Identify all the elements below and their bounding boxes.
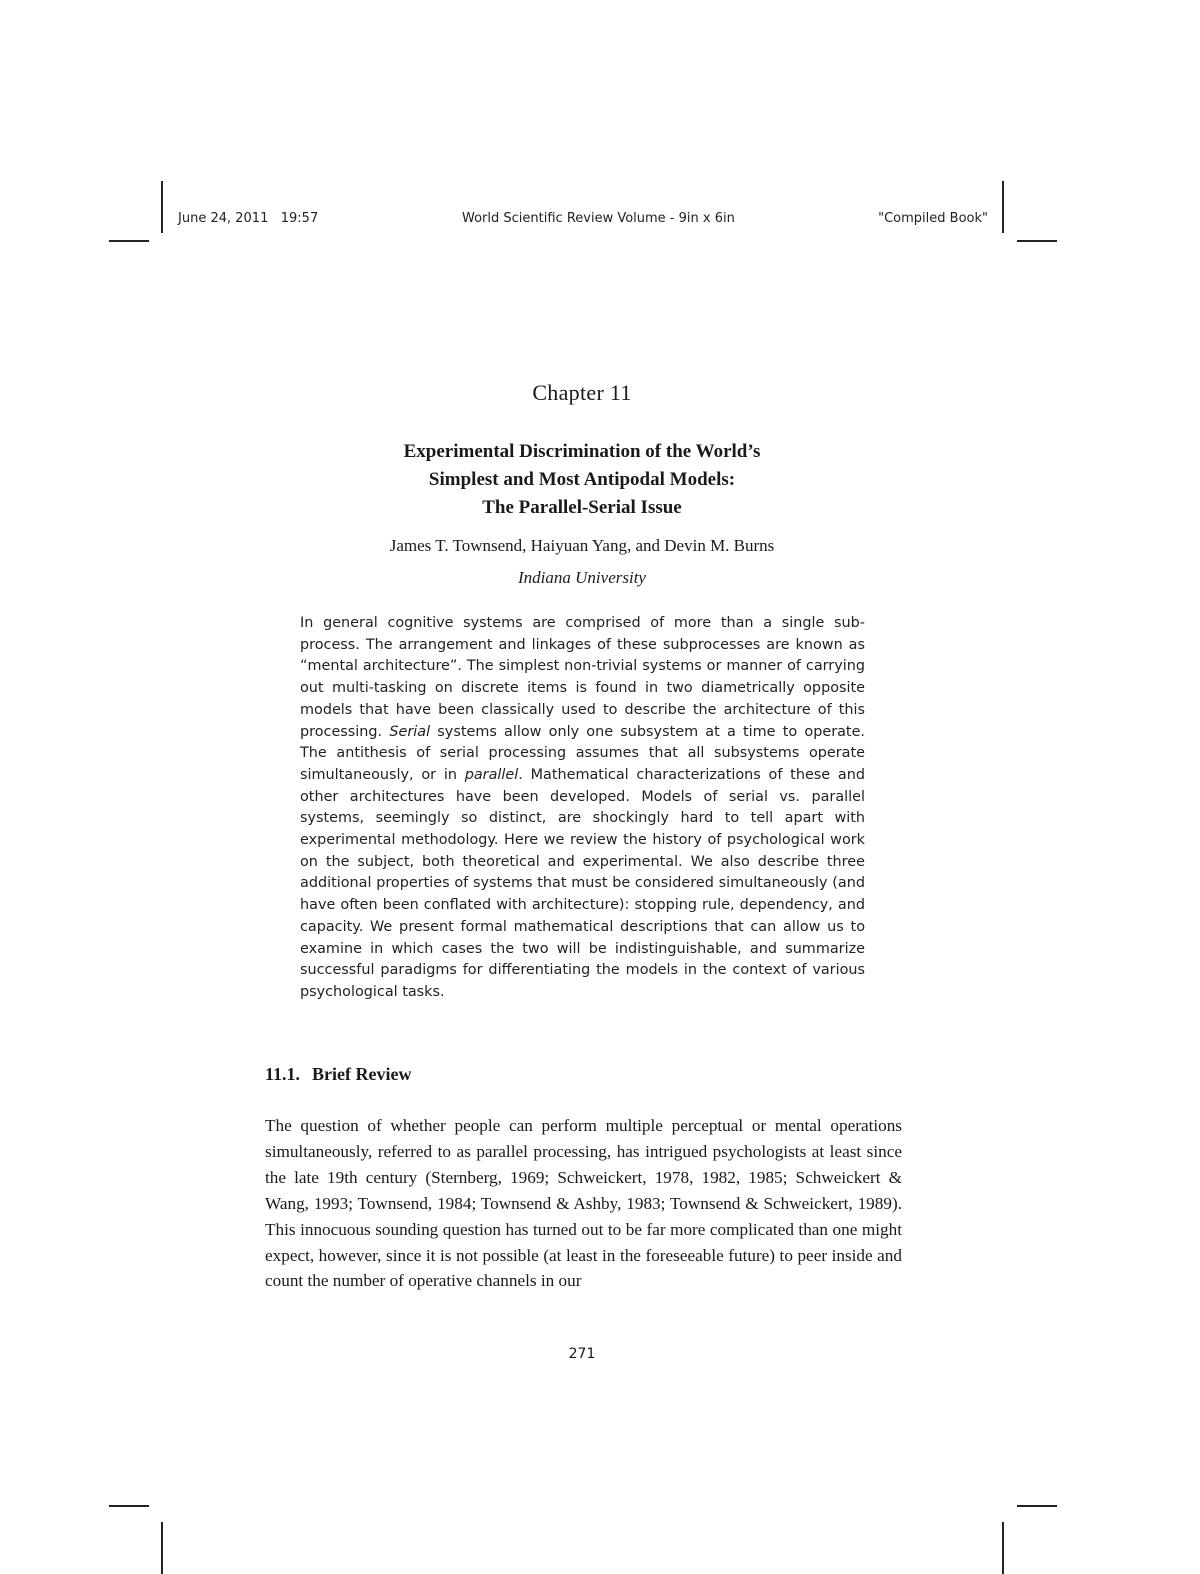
abstract-term-serial: Serial: [389, 723, 431, 740]
header-book: "Compiled Book": [878, 211, 988, 226]
body-paragraph: The question of whether people can perform multiple perceptual or mental operations simultaneously, referred to as parallel processing, has intrigued psychologists at least since the late 19th century (Sternberg, 1969; Schweickert, 1978, 1982, 1985; Schweickert & Wang, 1993; Townsend, 1984; Townsend & Ashby, 1983; Townsend & Schweickert, 1989). This innocuous sounding question has turned out to be far more complicated than one might expect, however, since it is not possible (at least in the foreseeable future) to peer inside and count the number of operative channels in our: [265, 1116, 902, 1291]
chapter-affiliation: Indiana University: [518, 568, 646, 587]
header-series: World Scientific Review Volume - 9in x 6in: [462, 211, 735, 226]
header-date-time: [178, 211, 318, 226]
chapter-number: Chapter 11: [532, 380, 632, 405]
chapter-title-line: The Parallel-Serial Issue: [482, 497, 682, 518]
crop-mark-bottom-right-horizontal: [1017, 1505, 1057, 1507]
abstract-text: . Mathematical characterizations of these and other architectures have been developed. Models of serial vs. parallel systems, seemingly so distinct, are shockingly hard to tell apart with experimental methodology. Here we review the history of psychological work on the subject, both theoretical and experimental. We also describe three additional properties of systems that must be considered simultaneously (and have often been conflated with architecture): stopping rule, dependency, and capacity. We present formal mathematical descriptions that can allow us to examine in which cases the two will be indistinguishable, and summarize successful paradigms for differentiating the models in the context of various psychological tasks.: [300, 766, 865, 1000]
abstract: [300, 613, 865, 1004]
crop-mark-top-left-vertical: [161, 181, 163, 233]
header-time: 19:57: [280, 211, 319, 226]
section-title: Brief Review: [312, 1064, 412, 1084]
crop-mark-top-right-vertical: [1002, 181, 1004, 233]
chapter-authors: James T. Townsend, Haiyuan Yang, and Devin M. Burns: [389, 536, 775, 555]
crop-mark-top-left-horizontal: [109, 240, 149, 242]
abstract-text: systems allow only one subsystem at a time to operate. The antithesis of serial processing assumes that all subsystems operate simultaneously, or in: [300, 723, 866, 783]
chapter-title-line: Experimental Discrimination of the World’s: [403, 441, 761, 462]
page-number: 271: [568, 1346, 596, 1362]
crop-mark-bottom-right-vertical: [1002, 1522, 1004, 1574]
chapter-title-line: Simplest and Most Antipodal Models:: [428, 469, 736, 490]
abstract-text: In general cognitive systems are comprised of more than a single sub-process. The arrangement and linkages of these subprocesses are known as “mental architecture”. The simplest non-trivial systems or manner of carrying out multi-tasking on discrete items is found in two diametrically opposite models that have been classically used to describe the architecture of this processing.: [300, 615, 865, 740]
crop-mark-bottom-left-vertical: [161, 1522, 163, 1574]
chapter-title: [0, 438, 1164, 522]
section-number: 11.1.: [265, 1064, 301, 1084]
header-date: June 24, 2011: [178, 211, 269, 226]
crop-mark-bottom-left-horizontal: [109, 1505, 149, 1507]
section-heading: [265, 1064, 411, 1085]
abstract-term-parallel: parallel: [464, 766, 519, 783]
crop-mark-top-right-horizontal: [1017, 240, 1057, 242]
